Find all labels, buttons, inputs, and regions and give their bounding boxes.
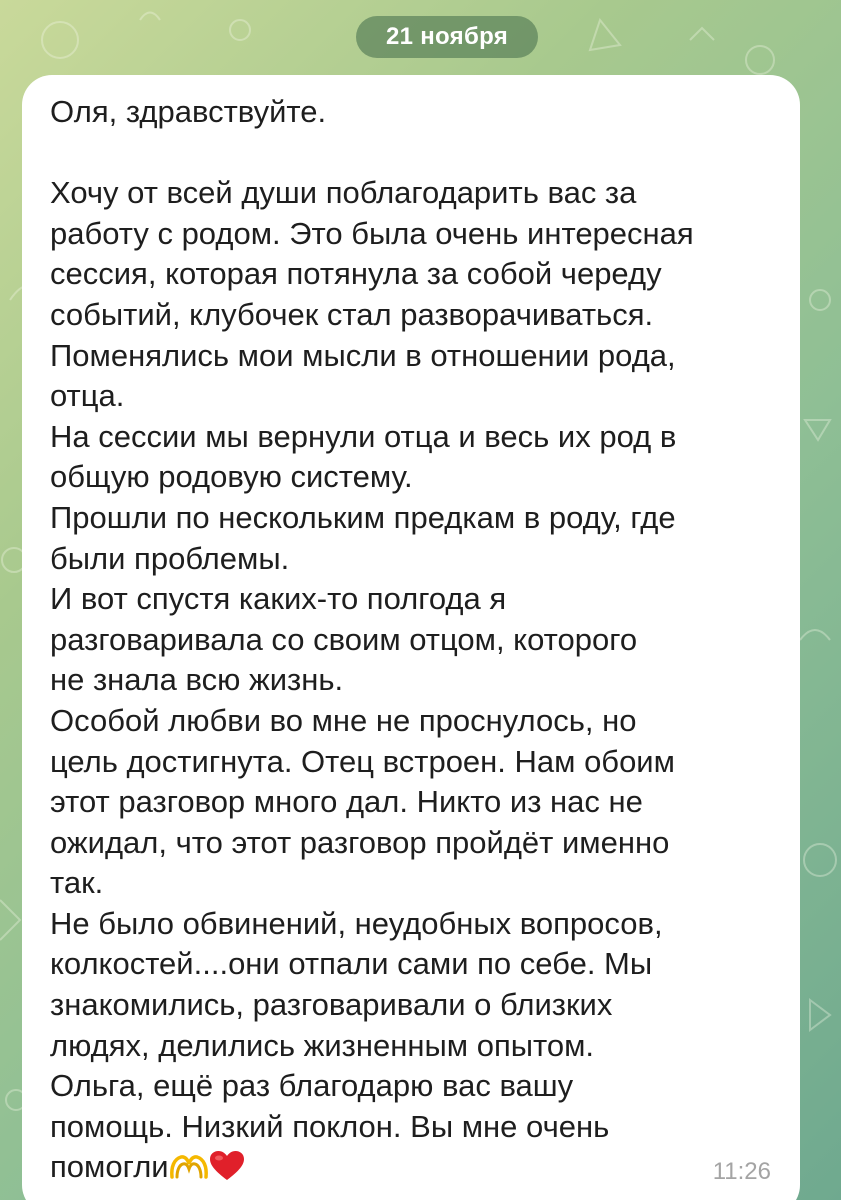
message-line: И вот спустя каких-то полгода я	[50, 581, 507, 617]
message-text	[50, 92, 780, 1188]
message-line: На сессии мы вернули отца и весь их род в	[50, 418, 677, 454]
message-line: событий, клубочек стал разворачиваться.	[50, 296, 654, 332]
message-line: Оля, здравствуйте.	[50, 94, 327, 129]
message-line: знакомились, разговаривали о близких	[50, 987, 613, 1023]
message-line: цель достигнута. Отец встроен. Нам обоим	[50, 743, 675, 779]
date-separator: 21 ноября	[356, 16, 538, 58]
message-line: ожидал, что этот разговор пройдёт именно	[50, 824, 670, 860]
message-last-word: помогли	[50, 1149, 169, 1185]
message-line: отца.	[50, 378, 125, 414]
message-line: колкостей....они отпали сами по себе. Мы	[50, 946, 653, 982]
message-last-line	[50, 1147, 780, 1188]
message-line: людях, делились жизненным опытом.	[50, 1027, 595, 1063]
message-line: этот разговор много дал. Никто из нас не	[50, 784, 643, 820]
message-line: Особой любви во мне не проснулось, но	[50, 702, 637, 738]
message-line: были проблемы.	[50, 540, 290, 576]
message-line: общую родовую систему.	[50, 459, 413, 495]
message-line: так.	[50, 865, 104, 901]
message-line: Ольга, ещё раз благодарю вас вашу	[50, 1068, 574, 1104]
message-timestamp: 11:26	[712, 1158, 771, 1185]
message-line: не знала всю жизнь.	[50, 662, 344, 698]
message-line: Не было обвинений, неудобных вопросов,	[50, 905, 663, 941]
message-line: Прошли по нескольким предкам в роду, где	[50, 499, 676, 535]
message-line: помощь. Низкий поклон. Вы мне очень	[50, 1108, 610, 1144]
heart-hands-icon	[169, 1151, 209, 1181]
red-heart-icon	[209, 1150, 245, 1182]
message-line	[50, 133, 780, 174]
message-line: Поменялись мои мысли в отношении рода,	[50, 337, 676, 373]
message-line: Хочу от всей души поблагодарить вас за	[50, 175, 637, 211]
message-line: разговаривала со своим отцом, которого	[50, 621, 638, 657]
message-line: сессия, которая потянула за собой череду	[50, 256, 662, 292]
message-line: работу с родом. Это была очень интересная	[50, 215, 694, 251]
